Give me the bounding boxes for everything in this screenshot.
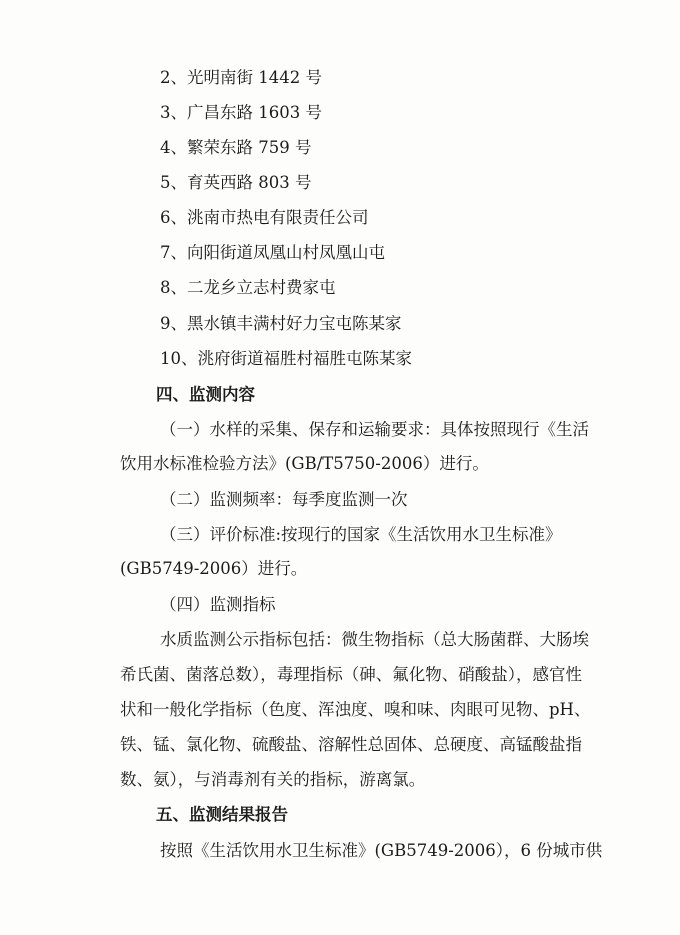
- section-4-p5-line2: 希氏菌、菌落总数），毒理指标（砷、氟化物、硝酸盐），感官性: [120, 665, 582, 684]
- list-item-9: 9、黑水镇丰满村好力宝屯陈某家: [160, 314, 402, 333]
- section-4-p2: （二）监测频率：每季度监测一次: [160, 490, 408, 509]
- section-4-p3-line1: （三）评价标准:按现行的国家《生活饮用水卫生标准》: [160, 525, 562, 544]
- list-item-5: 5、育英西路 803 号: [160, 173, 312, 192]
- list-item-8: 8、二龙乡立志村费家屯: [160, 278, 336, 297]
- section-4-p3-line2: (GB5749-2006）进行。: [120, 559, 308, 578]
- section-5-heading: 五、监测结果报告: [156, 805, 288, 824]
- section-4-p1-line2: 饮用水标准检验方法》(GB/T5750-2006）进行。: [120, 454, 489, 473]
- section-4-p4: （四）监测指标: [160, 595, 276, 614]
- list-item-3: 3、广昌东路 1603 号: [160, 103, 322, 122]
- section-4-p5-line1: 水质监测公示指标包括：微生物指标（总大肠菌群、大肠埃: [160, 630, 589, 649]
- section-5-p1-line1: 按照《生活饮用水卫生标准》(GB5749-2006），6 份城市供: [160, 841, 603, 860]
- list-item-7: 7、向阳街道凤凰山村凤凰山屯: [160, 243, 385, 262]
- list-item-4: 4、繁荣东路 759 号: [160, 138, 312, 157]
- section-4-p5-line3: 状和一般化学指标（色度、浑浊度、嗅和味、肉眼可见物、pH、: [120, 700, 591, 719]
- section-4-p1-line1: （一）水样的采集、保存和运输要求：具体按照现行《生活: [160, 420, 589, 439]
- list-item-6: 6、洮南市热电有限责任公司: [160, 208, 369, 227]
- list-item-10: 10、洮府街道福胜村福胜屯陈某家: [160, 349, 412, 368]
- list-item-2: 2、光明南街 1442 号: [160, 68, 322, 87]
- section-4-heading: 四、监测内容: [156, 385, 255, 404]
- section-4-p5-line4: 铁、锰、氯化物、硫酸盐、溶解性总固体、总硬度、高锰酸盐指: [120, 735, 582, 754]
- section-4-p5-line5: 数、氨），与消毒剂有关的指标，游离氯。: [120, 770, 426, 789]
